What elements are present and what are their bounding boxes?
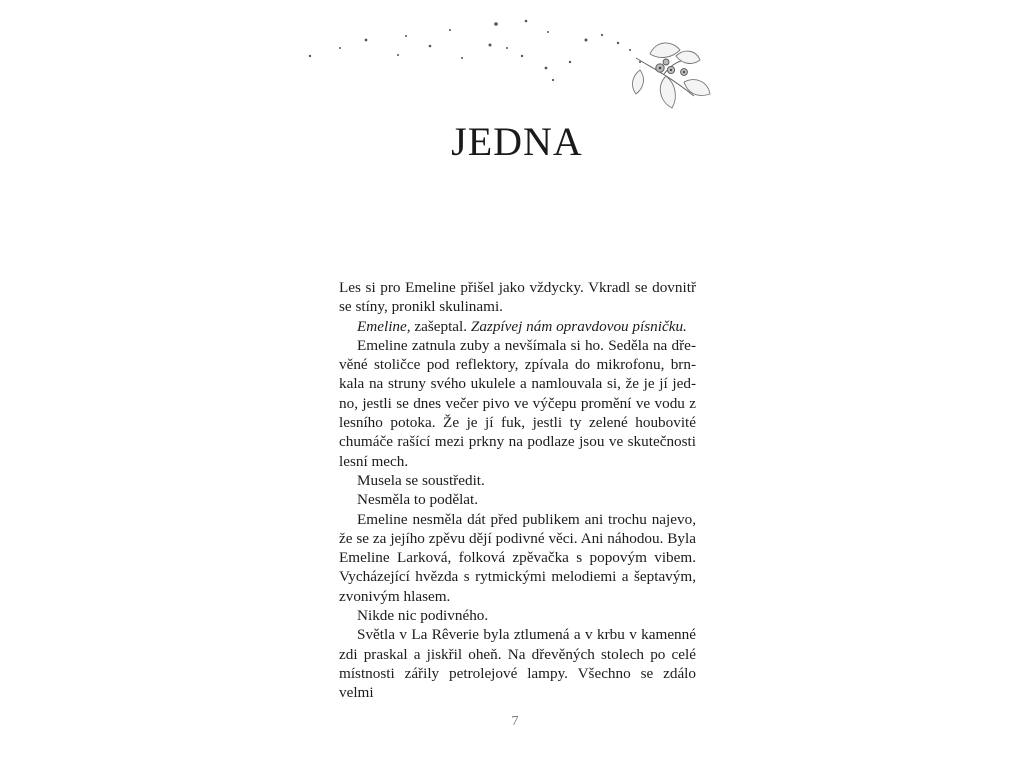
text-segment: Nikde nic podivného. <box>357 607 489 625</box>
italic-text-segment: Emeline, <box>357 317 411 335</box>
paragraph <box>339 278 696 317</box>
flower-ornament-icon <box>300 10 720 120</box>
text-segment: Nesměla to podělat. <box>357 491 479 509</box>
page-number: 7 <box>511 714 519 729</box>
text-segment: Emeline zatnula zuby a nevšímala si ho. Seděla na dřevěné stoličce pod reflektory, zpívala do mikrofonu, brnkala na struny svého ukulele a namlouvala si, že je jí jedno, jestli se dnes večer pivo ve výčepu promění ve vodu z lesního potoka. Že je jí fuk, jestli ty zelené houbovité chumáče rašící mezi prkny na podlaze jsou ve skutečnosti lesní mech. <box>339 336 696 470</box>
text-segment: Les si pro Emeline přišel jako vždycky. Vkradl se dovnitř se stíny, pronikl skulinami. <box>339 279 696 316</box>
paragraph <box>339 510 696 606</box>
paragraph <box>339 490 696 509</box>
paragraph <box>339 317 696 336</box>
paragraph <box>339 606 696 625</box>
italic-text-segment: Zazpívej nám opravdovou písničku. <box>470 317 687 335</box>
text-segment: Musela se soustředit. <box>357 471 485 489</box>
text-segment: Světla v La Rêverie byla ztlumená a v krbu v kamenné zdi praskal a jiskřil oheň. Na dřevěných stolech po celé místnosti zářily petrolejové lampy. Všechno se zdálo velmi <box>339 626 696 702</box>
text-segment: zašeptal. <box>410 317 471 335</box>
text-segment: Emeline nesměla dát před publikem ani trochu najevo, že se za jejího zpěvu dějí podivné věci. Ani náhodou. Byla Emeline Larková, folková zpěvačka s popovým vibem. Vycházející hvězda s rytmickými melodiemi a šeptavým, zvonivým hlasem. <box>339 510 696 605</box>
chapter-body-text <box>339 278 696 703</box>
paragraph <box>339 625 696 702</box>
paragraph <box>339 336 696 471</box>
paragraph <box>339 471 696 490</box>
chapter-title: JEDNA <box>451 119 583 164</box>
